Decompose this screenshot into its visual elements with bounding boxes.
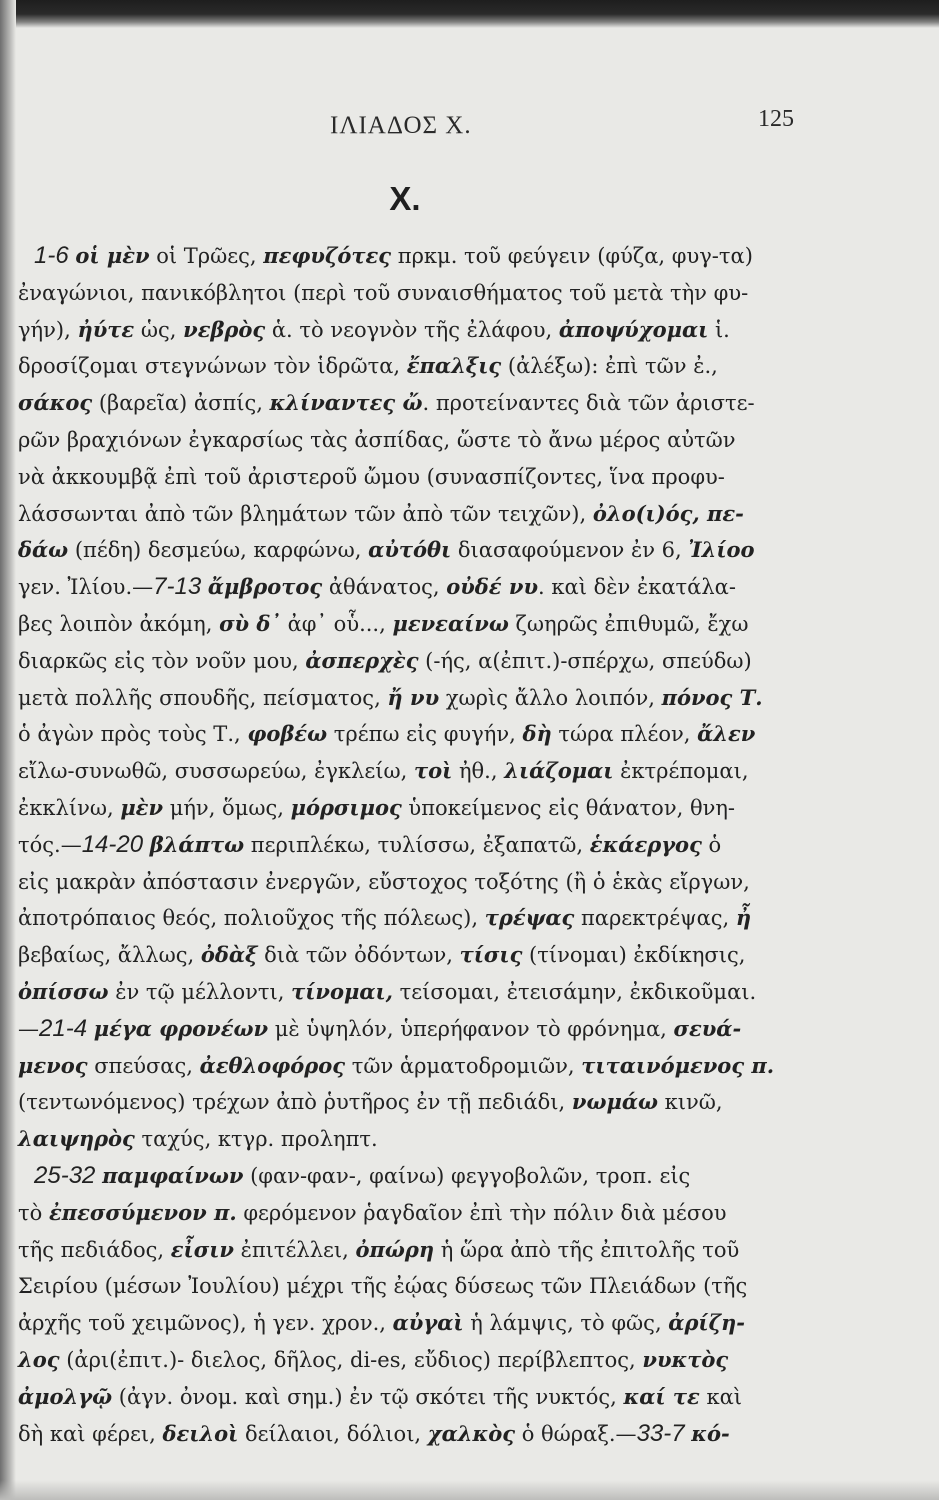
- gloss: ἱ.: [708, 317, 730, 342]
- text-line: [18, 1305, 798, 1342]
- lemma: τρέψας: [484, 905, 575, 931]
- gloss: φερόμενον ῥαγδαῖον ἐπὶ τὴν πόλιν διὰ μέσου: [236, 1200, 727, 1225]
- gloss: Σειρίου (μέσων Ἰουλίου) μέχρι τῆς ἐῴας δύσεως τῶν Πλειάδων (τῆς: [18, 1274, 748, 1299]
- page-bottom-edge: [0, 1480, 939, 1500]
- text-line: [18, 385, 798, 422]
- lemma: νυκτὸς: [642, 1346, 729, 1372]
- lemma: τίσις: [459, 942, 523, 968]
- lemma: ἀσπερχὲς: [305, 647, 419, 673]
- text-line: [18, 606, 798, 643]
- text-line: [18, 1342, 798, 1379]
- text-line: [18, 900, 798, 937]
- text-line: [18, 790, 798, 827]
- gloss: βες λοιπὸν ἀκόμη,: [18, 611, 220, 636]
- gloss: μὲ ὑψηλόν, ὑπερήφανον τὸ φρόνημα,: [268, 1016, 674, 1041]
- gloss: . καὶ δὲν ἐκατάλα-: [538, 575, 736, 600]
- lemma: βλάπτω: [149, 831, 245, 857]
- gloss: (ἀρι(ἐπιτ.)- διελος, δῆλος, di-es, εὔδιος) περίβλεπτος,: [59, 1347, 643, 1372]
- gloss: (ἀγν. ὀνομ. καὶ σημ.) ἐν τῷ σκότει τῆς νυκτός,: [112, 1384, 624, 1409]
- text-line: [18, 1232, 798, 1269]
- verse-ref: 21-4: [39, 1014, 94, 1042]
- text-line: [18, 864, 798, 901]
- gloss: (τεντωνόμενος) τρέχων ἀπὸ ῥυτῆρος ἐν τῇ πεδιάδι,: [18, 1090, 572, 1115]
- lemma: κό-: [691, 1420, 730, 1446]
- text-line: [18, 1416, 798, 1453]
- lemma: σευά-: [673, 1015, 742, 1041]
- text-line: [18, 348, 798, 385]
- gloss: ταχύς, κτγρ. προληπτ.: [134, 1127, 378, 1152]
- lemma: δειλοὶ: [162, 1420, 239, 1446]
- gloss: οἱ Τρῶες,: [149, 244, 264, 268]
- lemma: λιάζομαι: [504, 758, 614, 784]
- lemma: τοὶ: [413, 758, 453, 784]
- text-line: [18, 238, 798, 275]
- lemma: ἦ: [735, 905, 752, 931]
- lemma: τιταινόμενος π.: [581, 1052, 775, 1078]
- text-line: [18, 937, 798, 974]
- gloss: ἀθάνατος,: [322, 575, 447, 600]
- lemma: ἠύτε: [77, 316, 135, 342]
- gloss: σπεύσας,: [87, 1053, 200, 1078]
- gloss: γεν. Ἰλίου.—: [18, 575, 154, 600]
- gloss: γήν),: [18, 317, 78, 342]
- gloss: εἰς μακρὰν ἀπόστασιν ἐνεργῶν, εὔστοχος τοξότης (ἢ ὁ ἑκὰς εἴργων,: [18, 869, 750, 894]
- gloss: κινῶ,: [658, 1090, 723, 1115]
- gloss: ὡς,: [134, 317, 184, 342]
- lemma: ἐπεσσύμενον π.: [48, 1199, 237, 1225]
- text-line: [18, 643, 798, 680]
- lemma: δάω: [18, 537, 69, 563]
- page-number: 125: [758, 106, 794, 132]
- gloss: ἁ. τὸ νεογνὸν τῆς ἐλάφου,: [265, 317, 559, 342]
- text-line: [18, 569, 798, 606]
- lemma: φοβέω: [247, 721, 328, 747]
- gloss: παρεκτρέψας,: [574, 906, 736, 931]
- lemma: μενεαίνω: [392, 610, 509, 636]
- page-top-shadow: [0, 0, 939, 28]
- lemma: λος: [18, 1346, 60, 1372]
- text-line: [18, 1121, 798, 1158]
- gloss: . προτείναντες διὰ τῶν ἀριστε-: [422, 391, 755, 416]
- gloss: (ἀλέξω): ἐπὶ τῶν ἐ.,: [501, 354, 718, 379]
- lemma: μόρσιμος: [290, 794, 402, 820]
- commentary-text: [18, 238, 798, 1452]
- gloss: ἀποτρόπαιος θεός, πολιοῦχος τῆς πόλεως),: [18, 906, 485, 931]
- running-head: ΙΛΙΑΔΟΣ Χ.: [330, 112, 472, 139]
- verse-ref: 1-6: [34, 242, 76, 269]
- text-line: [18, 459, 798, 496]
- text-line: [18, 496, 798, 533]
- gloss: λάσσωνται ἀπὸ τῶν βλημάτων τῶν ἀπὸ τῶν τειχῶν),: [18, 501, 593, 526]
- lemma: Ἰλίοο: [688, 537, 755, 563]
- lemma: ὀλο(ι)ός, πε-: [592, 500, 744, 526]
- lemma: μενος: [18, 1052, 88, 1078]
- gloss: τώρα πλέον,: [551, 722, 698, 747]
- text-line: [18, 1195, 798, 1232]
- verse-ref: 7-13: [153, 573, 208, 601]
- text-line: [18, 1379, 798, 1416]
- gloss: ἀρχῆς τοῦ χειμῶνος), ἡ γεν. χρον.,: [18, 1311, 393, 1336]
- lemma: σάκος: [18, 390, 93, 416]
- text-line: [18, 1048, 798, 1085]
- gloss: —: [18, 1016, 39, 1041]
- gloss: περιπλέκω, τυλίσσω, ἐξαπατῶ,: [244, 832, 590, 857]
- text-line: [18, 275, 798, 312]
- gloss: (-ής, α(ἐπιτ.)-σπέρχω, σπεύδω): [418, 648, 752, 673]
- lemma: λαιψηρὸς: [18, 1126, 135, 1152]
- gloss: τῆς πεδιάδος,: [18, 1237, 171, 1262]
- text-line: [18, 1268, 798, 1305]
- gloss: ὁ θώραξ.—: [515, 1421, 637, 1446]
- gloss: ἐπιτέλλει,: [233, 1237, 356, 1262]
- lemma: ὀπίσσω: [18, 978, 109, 1004]
- lemma: νεβρὸς: [183, 316, 266, 342]
- lemma: ἄλεν: [697, 721, 756, 747]
- lemma: καί τε: [623, 1383, 700, 1409]
- lemma: δὴ: [522, 721, 552, 747]
- lemma: ἔπαλξις: [406, 353, 502, 379]
- gloss: καὶ: [699, 1384, 743, 1409]
- lemma: σὺ δ᾽: [219, 610, 281, 636]
- lemma: πεφυζότες: [263, 243, 392, 268]
- text-line: [18, 1011, 798, 1048]
- gloss: (φαν-φαν-, φαίνω) φεγγοβολῶν, τροπ. εἰς: [243, 1163, 691, 1188]
- lemma: μέγα φρονέων: [93, 1015, 269, 1041]
- text-line: [18, 680, 798, 717]
- gloss: νὰ ἀκκουμβᾷ ἐπὶ τοῦ ἀριστεροῦ ὤμου (συνασπίζοντες, ἵνα προφυ-: [18, 464, 725, 489]
- gloss: ὁ: [701, 832, 722, 857]
- lemma: πόνος Τ.: [661, 684, 763, 710]
- text-line: [18, 532, 798, 569]
- verse-ref: 25-32: [34, 1161, 103, 1189]
- text-line: [18, 1084, 798, 1121]
- gloss: ἐναγώνιοι, πανικόβλητοι (περὶ τοῦ συναισθήματος τοῦ μετὰ τὴν φυ-: [18, 280, 749, 305]
- lemma: ἤ νυ: [387, 684, 440, 710]
- gloss: ἀφ᾽ οὗ...,: [280, 611, 393, 636]
- text-line: [18, 422, 798, 459]
- chapter-title: Χ.: [389, 180, 421, 217]
- lemma: οἱ μὲν: [75, 243, 150, 268]
- lemma: μὲν: [120, 794, 164, 820]
- gloss: ἡ ὥρα ἀπὸ τῆς ἐπιτολῆς τοῦ: [434, 1237, 740, 1262]
- verse-ref: 33-7: [636, 1419, 692, 1447]
- lemma: ἀεθλοφόρος: [199, 1052, 346, 1078]
- gloss: πρκμ. τοῦ φεύγειν (φύζα, φυγ-τα): [391, 244, 753, 268]
- lemma: τίνομαι,: [291, 978, 393, 1004]
- binding-edge: [0, 0, 16, 1500]
- gloss: ἠθ.,: [452, 759, 505, 784]
- gloss: εἴλω-συνωθῶ, συσσωρεύω, ἐγκλείω,: [18, 759, 414, 784]
- gloss: τείσομαι, ἐτεισάμην, ἐκδικοῦμαι.: [392, 979, 757, 1004]
- gloss: ὁ ἀγὼν πρὸς τοὺς Τ.,: [18, 722, 248, 747]
- gloss: (πέδη) δεσμεύω, καρφώνω,: [68, 538, 369, 563]
- lemma: εἶσιν: [170, 1236, 234, 1262]
- lemma: αὐγαὶ: [392, 1310, 464, 1336]
- gloss: τός.—: [18, 832, 82, 857]
- gloss: διασαφούμενον ἐν 6,: [451, 538, 689, 563]
- lemma: ἀμολγῷ: [18, 1383, 113, 1409]
- lemma: ἄμβροτος: [207, 574, 323, 600]
- gloss: ἐκτρέπομαι,: [613, 759, 749, 784]
- lemma: παμφαίνων: [102, 1162, 244, 1188]
- gloss: ἡ λάμψις, τὸ φῶς,: [463, 1311, 669, 1336]
- verse-ref: 14-20: [81, 830, 150, 858]
- lemma: χαλκὸς: [427, 1420, 516, 1446]
- lemma: αὐτόθι: [368, 537, 452, 563]
- text-line: [18, 974, 798, 1011]
- gloss: διὰ τῶν ὀδόντων,: [257, 943, 460, 968]
- lemma: κλίναντες ὤ: [269, 390, 423, 416]
- gloss: χωρὶς ἄλλο λοιπόν,: [439, 685, 662, 710]
- gloss: ζωηρῶς ἐπιθυμῶ, ἔχω: [508, 611, 749, 636]
- gloss: δὴ καὶ φέρει,: [18, 1421, 163, 1446]
- gloss: τὸ: [18, 1200, 49, 1225]
- lemma: ἀποψύχομαι: [558, 316, 709, 342]
- text-line: [18, 312, 798, 349]
- text-line: [18, 1158, 798, 1195]
- gloss: δείλαιοι, δόλιοι,: [238, 1421, 428, 1446]
- gloss: βεβαίως, ἄλλως,: [18, 943, 201, 968]
- lemma: νωμάω: [571, 1089, 658, 1115]
- text-line: [18, 753, 798, 790]
- gloss: ρῶν βραχιόνων ἐγκαρσίως τὰς ἀσπίδας, ὥστε τὸ ἄνω μέρος αὐτῶν: [18, 427, 736, 452]
- text-line: [18, 716, 798, 753]
- text-line: [18, 827, 798, 864]
- gloss: τρέπω εἰς φυγήν,: [327, 722, 523, 747]
- gloss: ἐν τῷ μέλλοντι,: [108, 979, 292, 1004]
- gloss: (τίνομαι) ἐκδίκησις,: [522, 943, 746, 968]
- lemma: οὐδέ νυ: [446, 574, 539, 600]
- lemma: ἑκάεργος: [589, 831, 702, 857]
- gloss: ὑποκείμενος εἰς θάνατον, θνη-: [401, 795, 736, 820]
- lemma: ἀρίζη-: [668, 1310, 746, 1336]
- lemma: ὀδὰξ: [200, 942, 258, 968]
- gloss: δροσίζομαι στεγνώνων τὸν ἱδρῶτα,: [18, 354, 407, 379]
- gloss: (βαρεῖα) ἀσπίς,: [92, 391, 270, 416]
- gloss: μετὰ πολλῆς σπουδῆς, πείσματος,: [18, 685, 388, 710]
- gloss: διαρκῶς εἰς τὸν νοῦν μου,: [18, 648, 306, 673]
- gloss: μήν, ὅμως,: [163, 795, 291, 820]
- lemma: ὀπώρη: [355, 1236, 435, 1262]
- gloss: ἐκκλίνω,: [18, 795, 121, 820]
- gloss: τῶν ἁρματοδρομιῶν,: [345, 1053, 582, 1078]
